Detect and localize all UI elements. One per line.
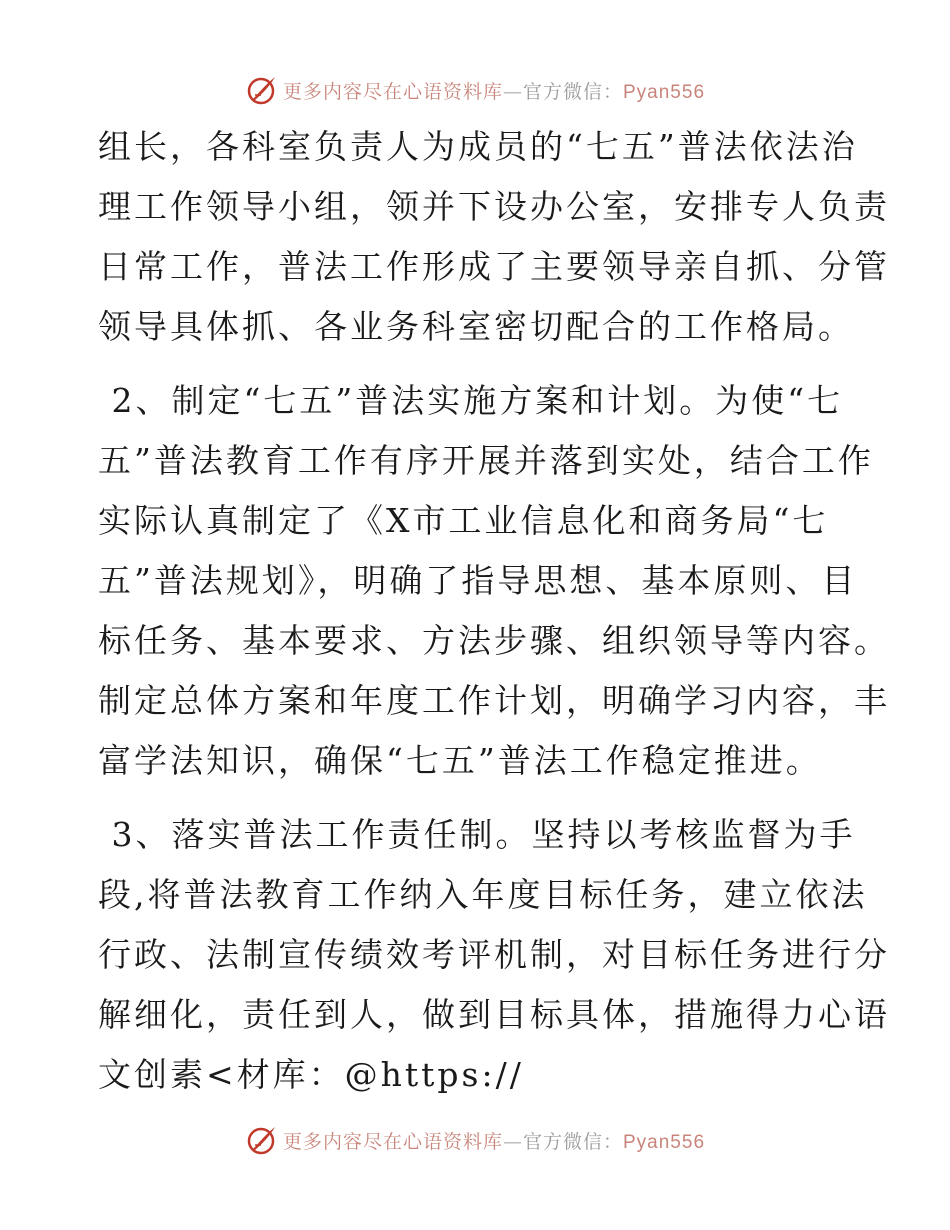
body-line: 富学法知识，确保“七五”普法工作稳定推进。 (98, 741, 822, 780)
footer-banner (0, 1120, 950, 1160)
footer-wechat-id: Pyan556 (623, 1131, 706, 1153)
footer-banner-text (283, 1127, 705, 1154)
body-line: 行政、法制宣传绩效考评机制，对目标任务进行分 (98, 935, 890, 974)
body-line: 段,将普法教育工作纳入年度目标任务，建立依法 (98, 875, 868, 914)
body-line: 五”普法规划》，明确了指导思想、基本原则、目 (98, 561, 858, 600)
body-line: 五”普法教育工作有序开展并落到实处，结合工作 (98, 441, 874, 480)
header-separator: — (502, 80, 523, 103)
body-line: 2、制定“七五”普法实施方案和计划。为使“七 (98, 381, 844, 420)
header-banner-text (283, 77, 705, 104)
footer-separator: — (502, 1130, 523, 1153)
body-line: 标任务、基本要求、方法步骤、组织领导等内容。 (98, 621, 890, 660)
body-line: 组长，各科室负责人为成员的“七五”普法依法治 (98, 127, 858, 166)
footer-title-sub: 官方微信： (522, 1130, 623, 1153)
body-line: 领导具体抓、各业务科室密切配合的工作格局。 (98, 307, 854, 346)
header-title-main: 更多内容尽在心语资料库 (282, 80, 503, 103)
quill-pen-logo-icon (245, 1123, 279, 1157)
body-line: 制定总体方案和年度工作计划，明确学习内容，丰 (98, 681, 890, 720)
quill-pen-logo-icon (245, 73, 279, 107)
footer-title-main: 更多内容尽在心语资料库 (282, 1130, 503, 1153)
body-line: 实际认真制定了《X市工业信息化和商务局“七 (98, 501, 829, 540)
body-line: 日常工作，普法工作形成了主要领导亲自抓、分管 (98, 247, 890, 286)
document-body (98, 117, 890, 1105)
body-line: 解细化，责任到人，做到目标具体，措施得力心语 (98, 995, 890, 1034)
header-title-sub: 官方微信： (522, 80, 623, 103)
header-wechat-id: Pyan556 (623, 81, 706, 103)
body-line: 3、落实普法工作责任制。坚持以考核监督为手 (98, 815, 856, 854)
header-banner (0, 70, 950, 110)
body-line: 文创素<材库：@https:// (98, 1055, 524, 1094)
body-line: 理工作领导小组，领并下设办公室，安排专人负责 (98, 187, 890, 226)
